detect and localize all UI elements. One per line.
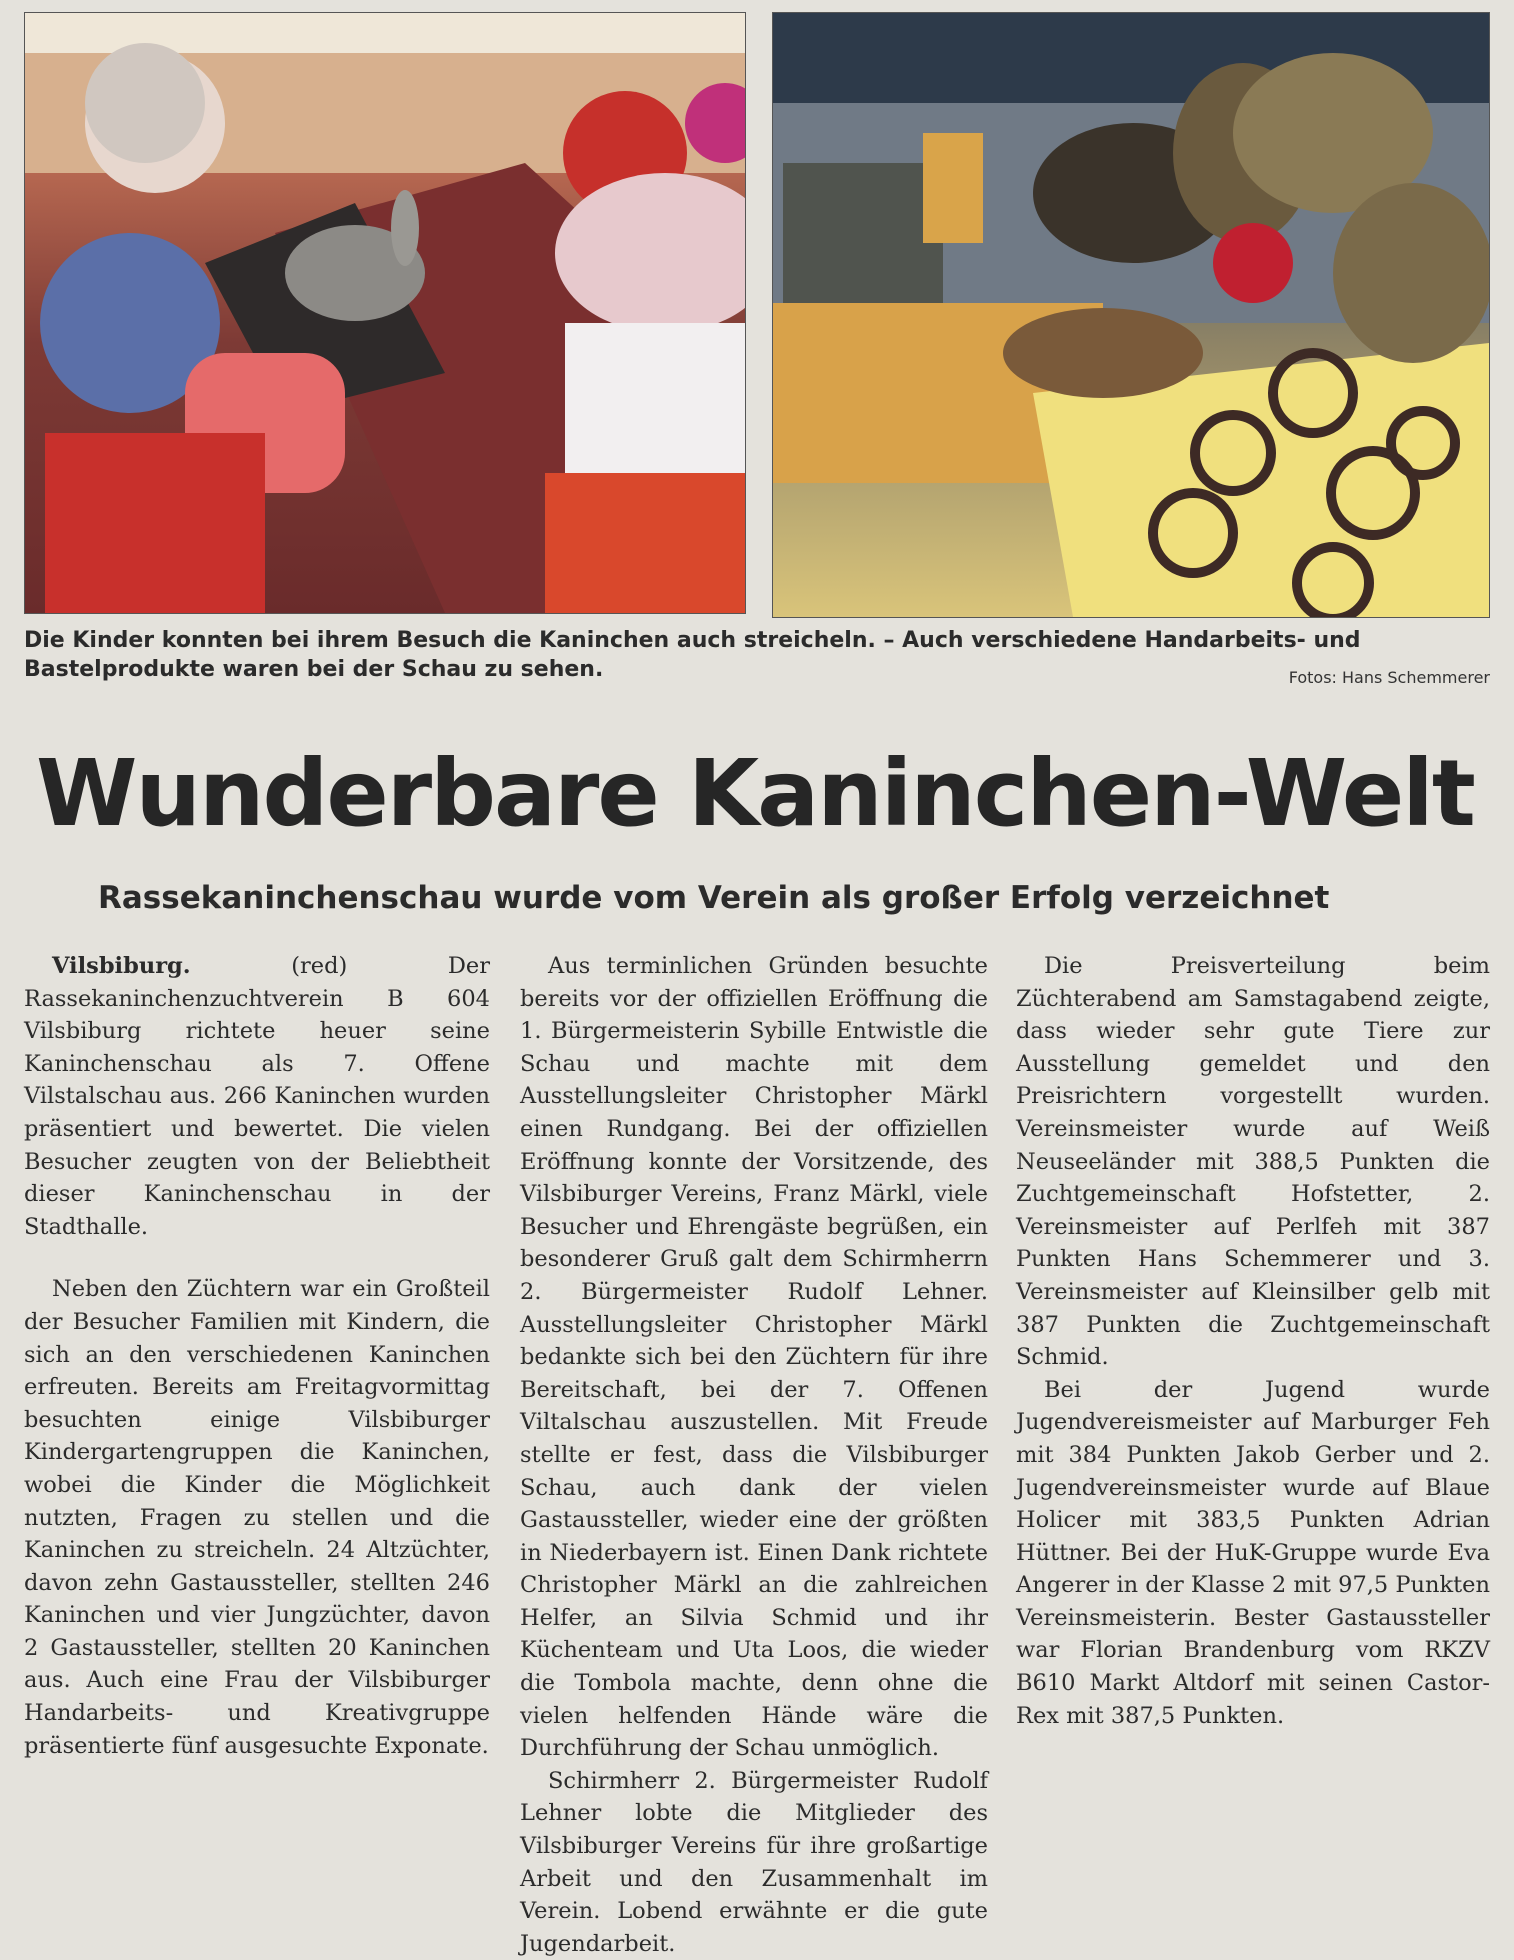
photo-credit: Fotos: Hans Schemmerer bbox=[1288, 668, 1490, 687]
article-column-1 bbox=[24, 950, 490, 1762]
article-column-3 bbox=[1016, 950, 1490, 1732]
article-paragraph-4: Schirmherr 2. Bürgermeister Rudolf Lehner lobte die Mitglieder des Vilsbiburger Vereins für ihre großartige Arbeit und den Zusammenhalt im Verein. Lobend erwähnte er die gute Jugendarbeit. bbox=[520, 1767, 988, 1957]
dateline: Vilsbiburg. bbox=[52, 953, 191, 979]
article-paragraph-2: Neben den Züchtern war ein Großteil der Besucher Familien mit Kindern, die sich an den verschiedenen Kaninchen erfreuten. Bereits am Freitagvormittag besuchten einige Vilsbiburger Kindergartengruppen die Kaninchen, wobei die Kinder die Möglichkeit nutzten, Fragen zu stellen und die Kaninchen zu streicheln. 24 Altzüchter, davon zehn Gastaussteller, stellten 246 Kaninchen und vier Jungzüchter, davon 2 Gastaussteller, stellten 20 Kaninchen aus. Auch eine Frau der Vilsbiburger Handarbeits- und Kreativgruppe präsentierte fünf ausgesuchte Exponate. bbox=[24, 1276, 490, 1759]
article-paragraph-3: Aus terminlichen Gründen besuchte bereits vor der offiziellen Eröffnung die 1. Bürgermeisterin Sybille Entwistle die Schau und machte mit dem Ausstellungsleiter Christopher Märkl einen Rundgang. Bei der offiziellen Eröffnung konnte der Vorsitzende, des Vilsbiburger Vereins, Franz Märkl, viele Besucher und Ehrengäste begrüßen, ein besonderer Gruß galt dem Schirmherrn 2. Bürgermeister Rudolf Lehner. Ausstellungsleiter Christopher Märkl bedankte sich bei den Züchtern für ihre Bereitschaft, bei der 7. Offenen Viltalschau auszustellen. Mit Freude stellte er fest, dass die Vilsbiburger Schau, auch dank der vielen Gastaussteller, wieder eine der größten in Niederbayern ist. Einen Dank richtete Christopher Märkl an die zahlreichen Helfer, an Silvia Schmid und ihr Küchenteam und Uta Loos, die wieder die Tombola machte, denn ohne die vielen helfenden Hände wäre die Durchführung der Schau unmöglich. bbox=[520, 953, 988, 1762]
handicraft-photo bbox=[772, 12, 1490, 618]
article-paragraph-5: Die Preisverteilung beim Züchterabend am Samstagabend zeigte, dass wieder sehr gute Tiere zur Ausstellung gemeldet und den Preisrichtern vorgestellt wurden. Vereinsmeister wurde auf Weiß Neuseeländer mit 388,5 Punkten die Zuchtgemeinschaft Hofstetter, 2. Vereinsmeister auf Perlfeh mit 387 Punkten Hans Schemmerer und 3. Vereinsmeister auf Kleinsilber gelb mit 387 Punkten die Zuchtgemeinschaft Schmid. bbox=[1016, 953, 1490, 1371]
children-rabbit-photo bbox=[24, 12, 746, 614]
subheadline: Rassekaninchenschau wurde vom Verein als großer Erfolg verzeichnet bbox=[98, 880, 1330, 916]
article-paragraph-6: Bei der Jugend wurde Jugendvereismeister auf Marburger Feh mit 384 Punkten Jakob Gerber und 2. Jugendvereinsmeister wurde auf Blaue Holicer mit 383,5 Punkten Adrian Hüttner. Bei der HuK-Gruppe wurde Eva Angerer in der Klasse 2 mit 97,5 Punkten Vereinsmeisterin. Bester Gastaussteller war Florian Brandenburg vom RKZV B610 Markt Altdorf mit seinen Castor-Rex mit 387,5 Punkten. bbox=[1016, 1376, 1490, 1729]
article-paragraph-1 bbox=[24, 950, 490, 1243]
handicraft-illustration bbox=[773, 13, 1489, 617]
children-rabbit-illustration bbox=[25, 13, 745, 613]
article-column-2 bbox=[520, 950, 988, 1960]
paragraph-1-text: (red) Der Rassekaninchenzuchtverein B 604 Vilsbiburg richtete heuer seine Kaninchenschau als 7. Offene Vilstalschau aus. 266 Kaninchen wurden präsentiert und bewertet. Die vielen Besucher zeugten von der Beliebtheit dieser Kaninchenschau in der Stadthalle. bbox=[24, 953, 491, 1240]
photo-caption: Die Kinder konnten bei ihrem Besuch die Kaninchen auch streicheln. – Auch verschiedene Handarbeits- und Bastelprodukte waren bei der Schau zu sehen. bbox=[24, 628, 1361, 682]
photo-caption-block bbox=[24, 626, 1490, 687]
headline: Wunderbare Kaninchen-Welt bbox=[36, 740, 1474, 847]
